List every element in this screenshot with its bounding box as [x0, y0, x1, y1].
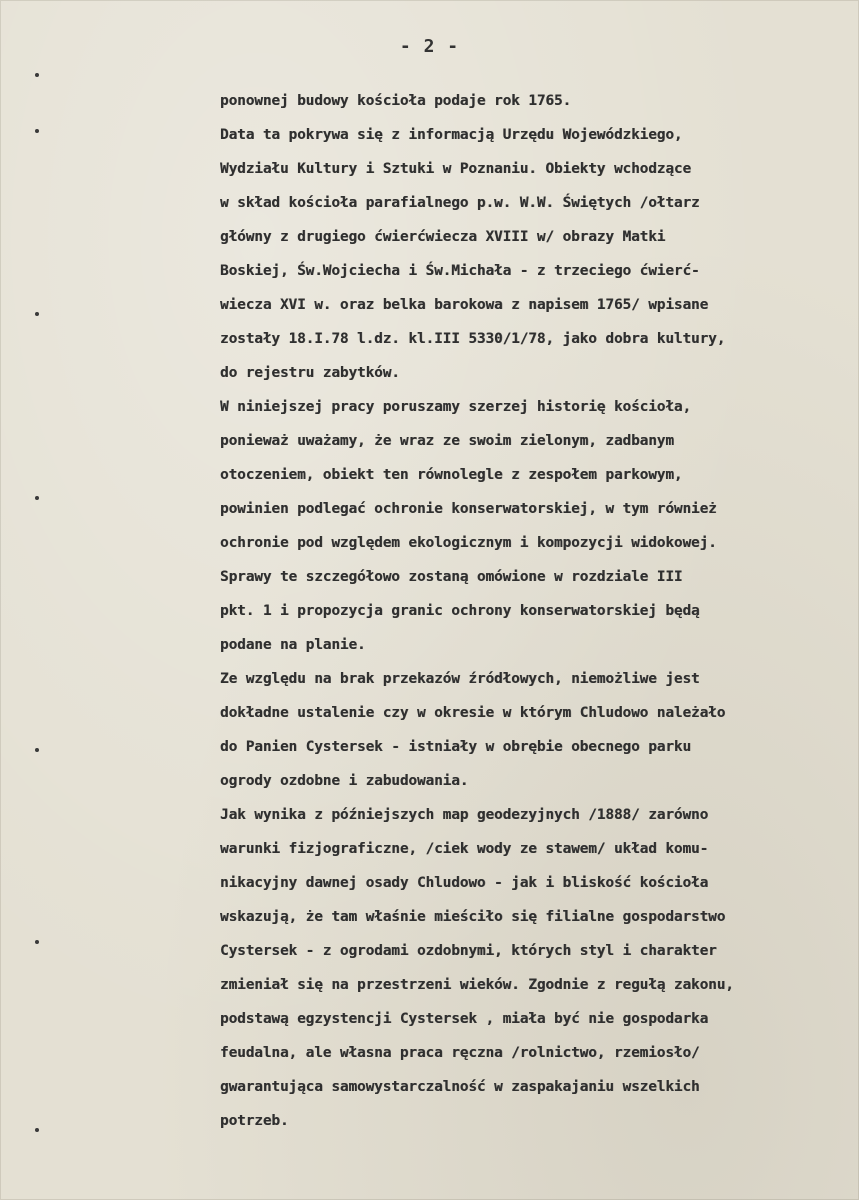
text-line: wskazują, że tam właśnie mieściło się filialne gospodarstwo [220, 909, 726, 925]
text-line: ponieważ uważamy, że wraz ze swoim zielonym, zadbanym [220, 433, 674, 449]
text-line: warunki fizjograficzne, /ciek wody ze stawem/ układ komu- [220, 841, 709, 857]
text-line: do rejestru zabytków. [220, 365, 400, 381]
punch-hole-mark [35, 1128, 39, 1132]
text-line: ogrody ozdobne i zabudowania. [220, 773, 469, 789]
text-line: wiecza XVI w. oraz belka barokowa z napisem 1765/ wpisane [220, 297, 709, 313]
punch-hole-mark [35, 496, 39, 500]
text-line: Data ta pokrywa się z informacją Urzędu Wojewódzkiego, [220, 127, 683, 143]
text-line: W niniejszej pracy poruszamy szerzej historię kościoła, [220, 399, 692, 415]
text-line: Wydziału Kultury i Sztuki w Poznaniu. Obiekty wchodzące [220, 161, 692, 177]
page-number: - 2 - [399, 36, 460, 57]
text-line: Boskiej, Św.Wojciecha i Św.Michała - z trzeciego ćwierć- [220, 263, 700, 279]
text-line: zmieniał się na przestrzeni wieków. Zgodnie z regułą zakonu, [220, 977, 734, 993]
body-text [220, 88, 832, 1142]
text-line: podstawą egzystencji Cystersek , miała być nie gospodarka [220, 1011, 709, 1027]
text-line: feudalna, ale własna praca ręczna /rolnictwo, rzemiosło/ [220, 1045, 700, 1061]
text-line: nikacyjny dawnej osady Chludowo - jak i bliskość kościoła [220, 875, 709, 891]
text-line: Ze względu na brak przekazów źródłowych, niemożliwe jest [220, 671, 700, 687]
punch-hole-mark [35, 748, 39, 752]
text-line: otoczeniem, obiekt ten równolegle z zespołem parkowym, [220, 467, 683, 483]
text-line: Cystersek - z ogrodami ozdobnymi, których styl i charakter [220, 943, 717, 959]
punch-hole-mark [35, 129, 39, 133]
punch-hole-mark [35, 940, 39, 944]
punch-hole-mark [35, 312, 39, 316]
text-line: w skład kościoła parafialnego p.w. W.W. Świętych /ołtarz [220, 195, 700, 211]
text-line: potrzeb. [220, 1113, 289, 1129]
text-line: ochronie pod względem ekologicznym i kompozycji widokowej. [220, 535, 717, 551]
punch-hole-mark [35, 73, 39, 77]
text-line: dokładne ustalenie czy w okresie w którym Chludowo należało [220, 705, 726, 721]
text-line: główny z drugiego ćwierćwiecza XVIII w/ obrazy Matki [220, 229, 666, 245]
text-line: do Panien Cystersek - istniały w obrębie obecnego parku [220, 739, 692, 755]
text-line: zostały 18.I.78 l.dz. kl.III 5330/1/78, jako dobra kultury, [220, 331, 726, 347]
text-line: powinien podlegać ochronie konserwatorskiej, w tym również [220, 501, 717, 517]
text-line: pkt. 1 i propozycja granic ochrony konserwatorskiej będą [220, 603, 700, 619]
text-line: Sprawy te szczegółowo zostaną omówione w rozdziale III [220, 569, 683, 585]
text-line: gwarantująca samowystarczalność w zaspakajaniu wszelkich [220, 1079, 700, 1095]
text-line: Jak wynika z późniejszych map geodezyjnych /1888/ zarówno [220, 807, 709, 823]
text-line: ponownej budowy kościoła podaje rok 1765. [220, 93, 572, 109]
text-line: podane na planie. [220, 637, 366, 653]
